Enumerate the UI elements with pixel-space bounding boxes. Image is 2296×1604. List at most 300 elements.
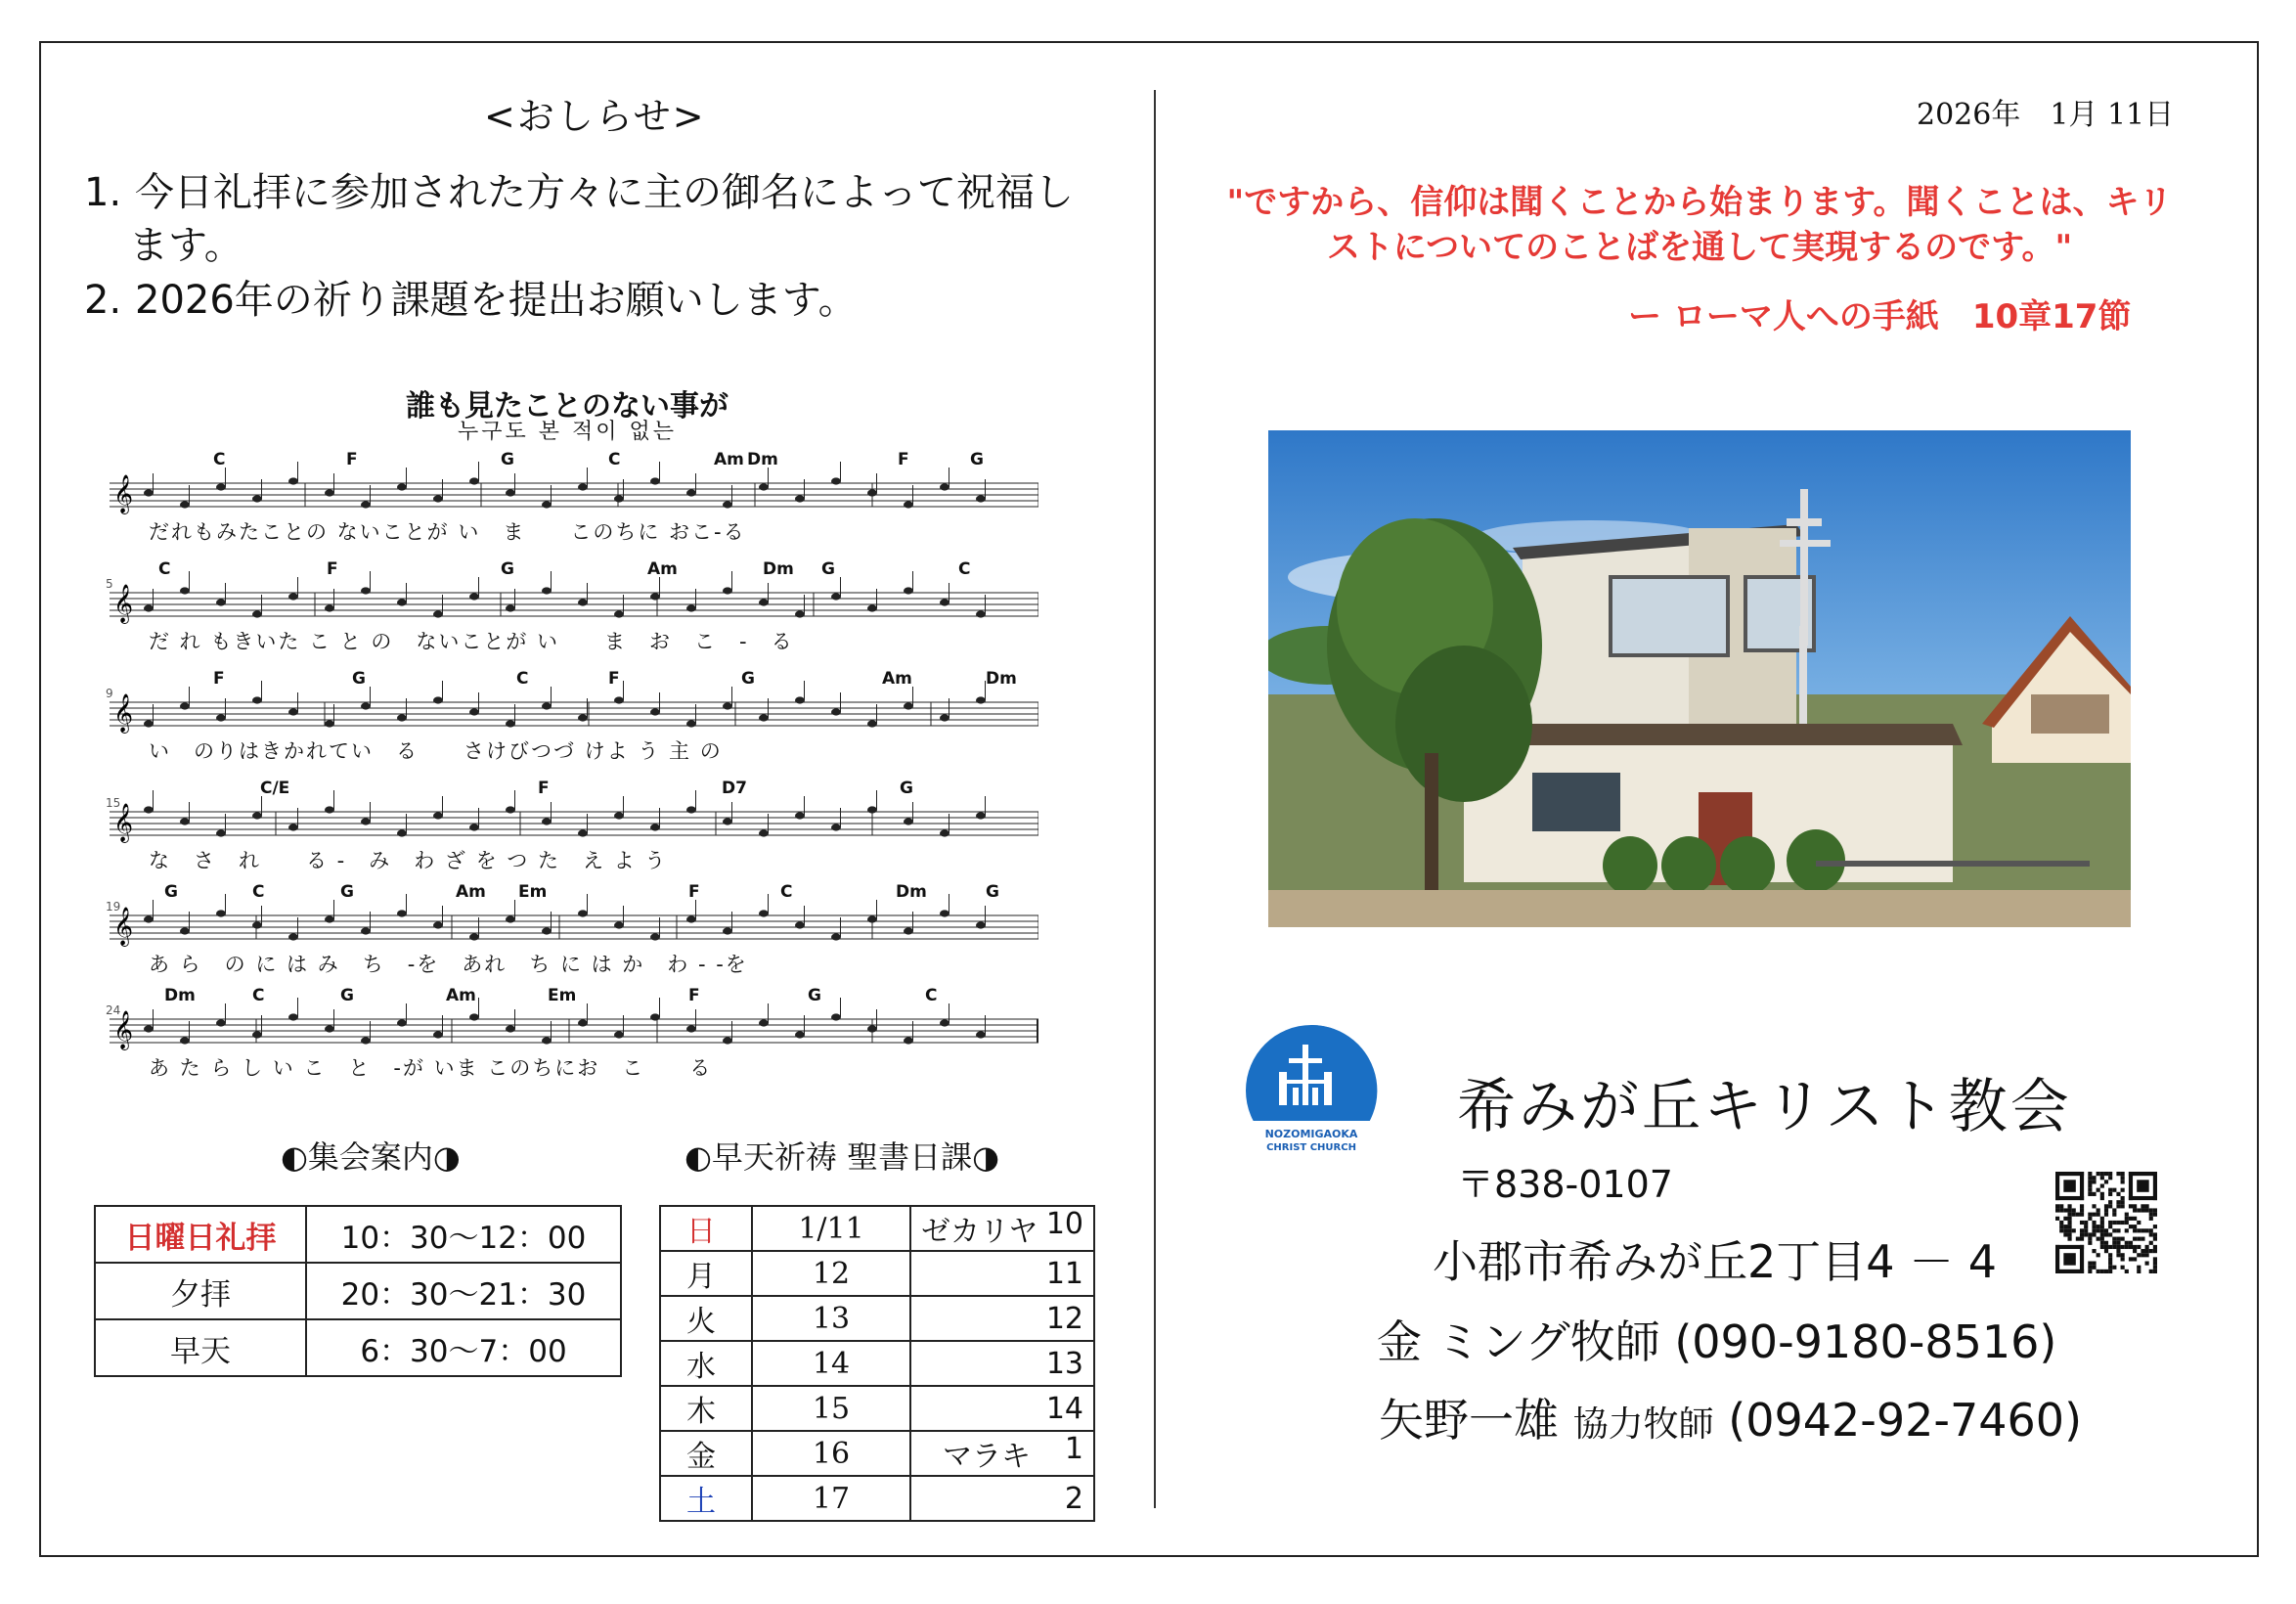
qr-module <box>2104 1180 2108 1183</box>
qr-module <box>2133 1208 2137 1212</box>
chord-symbol: Dm <box>896 882 927 902</box>
qr-module <box>2108 1253 2112 1257</box>
note-head <box>252 921 262 928</box>
reading-book-cell <box>910 1386 1094 1431</box>
qr-module <box>2149 1228 2153 1232</box>
chord-symbol: G <box>821 559 835 579</box>
note-head <box>940 1019 949 1026</box>
note-head <box>940 910 949 916</box>
song-title: 誰も見たことのない事が <box>406 389 729 423</box>
reading-date: 13 <box>752 1296 910 1341</box>
note-head <box>469 824 479 830</box>
note-head <box>723 702 732 709</box>
treble-clef-icon: 𝄞 <box>113 693 134 733</box>
treble-clef-icon: 𝄞 <box>113 1010 134 1049</box>
note-head <box>216 910 226 916</box>
qr-code[interactable] <box>2055 1172 2157 1273</box>
qr-module <box>2092 1232 2096 1236</box>
qr-module <box>2092 1221 2096 1225</box>
qr-module <box>2112 1228 2116 1232</box>
qr-module <box>2149 1232 2153 1236</box>
note-head <box>144 915 154 922</box>
qr-module <box>2112 1208 2116 1212</box>
chord-symbol: G <box>970 450 984 469</box>
note-head <box>288 477 298 484</box>
note-head <box>867 806 877 813</box>
note-head <box>976 610 986 617</box>
note-head <box>578 714 588 721</box>
chord-symbol: Em <box>548 986 577 1005</box>
note-head <box>723 1037 732 1044</box>
qr-module <box>2104 1172 2108 1176</box>
qr-module <box>2153 1225 2157 1228</box>
note-head <box>144 604 154 611</box>
note-head <box>144 1025 154 1032</box>
note-head <box>361 927 371 934</box>
note-head <box>361 587 371 594</box>
verse-line: "ですから、信仰は聞くことから始まります。聞くことは、キリ <box>1226 183 2173 222</box>
pastor-info: 金 ミング牧師 (090-9180-8516) <box>1377 1315 2057 1368</box>
qr-finder <box>2153 1172 2157 1200</box>
note-head <box>614 696 624 703</box>
qr-finder <box>2055 1245 2059 1273</box>
staff-row <box>106 669 1038 796</box>
reading-date: 12 <box>752 1251 910 1296</box>
qr-module <box>2067 1237 2071 1241</box>
qr-module <box>2080 1213 2084 1217</box>
staff-row <box>110 450 1038 577</box>
qr-module <box>2063 1208 2067 1212</box>
note-head <box>795 495 805 502</box>
qr-module <box>2133 1245 2137 1249</box>
note-head <box>216 483 226 490</box>
qr-module <box>2100 1245 2104 1249</box>
qr-module <box>2100 1196 2104 1200</box>
qr-module <box>2153 1249 2157 1253</box>
qr-module <box>2059 1204 2063 1208</box>
note-head <box>325 806 334 813</box>
note-head <box>831 824 841 830</box>
qr-module <box>2097 1172 2100 1176</box>
qr-module <box>2125 1270 2129 1273</box>
qr-module <box>2141 1249 2144 1253</box>
qr-module <box>2055 1208 2059 1212</box>
meeting-label: 日曜日礼拝 <box>95 1206 306 1263</box>
qr-module <box>2133 1237 2137 1241</box>
note-head <box>686 604 696 611</box>
chord-symbol: G <box>501 559 514 579</box>
associate-pastor-title: 協力牧師 <box>1572 1404 1714 1445</box>
note-head <box>433 495 443 502</box>
qr-module <box>2108 1257 2112 1261</box>
reading-chapter: 10 <box>1045 1207 1083 1241</box>
qr-finder <box>2129 1172 2157 1176</box>
qr-module <box>2059 1225 2063 1228</box>
notice-heading: <おしらせ> <box>484 95 706 138</box>
qr-module <box>2080 1204 2084 1208</box>
reading-date: 14 <box>752 1341 910 1386</box>
qr-module <box>2149 1249 2153 1253</box>
reading-chapter: 2 <box>1064 1481 1083 1516</box>
chord-symbol: F <box>538 779 550 798</box>
qr-module <box>2092 1180 2096 1183</box>
note-head <box>180 702 190 709</box>
note-head <box>831 708 841 715</box>
qr-module <box>2116 1249 2120 1253</box>
qr-module <box>2104 1232 2108 1236</box>
note-head <box>506 489 515 496</box>
table-row <box>660 1341 1094 1386</box>
qr-module <box>2092 1266 2096 1270</box>
note-head <box>252 1031 262 1038</box>
song-subtitle: 누구도 본 적이 없는 <box>458 420 677 444</box>
qr-finder <box>2055 1172 2084 1176</box>
qr-module <box>2100 1172 2104 1176</box>
qr-module <box>2116 1241 2120 1245</box>
chord-symbol: F <box>346 450 358 469</box>
reading-book: ゼカリヤ <box>921 1215 1038 1249</box>
note-head <box>542 587 552 594</box>
qr-module <box>2137 1208 2141 1212</box>
note-head <box>144 806 154 813</box>
chord-symbol: G <box>352 669 366 689</box>
chord-symbol: C <box>213 450 226 469</box>
qr-module <box>2116 1237 2120 1241</box>
qr-module <box>2100 1237 2104 1241</box>
qr-module <box>2097 1270 2100 1273</box>
note-head <box>650 477 660 484</box>
note-head <box>542 818 552 824</box>
note-head <box>976 812 986 819</box>
lyric-line: だ れ もきいた こ と の ないことが い ま お こ - る <box>149 630 794 653</box>
chord-symbol: Am <box>882 669 912 689</box>
qr-module <box>2088 1176 2092 1180</box>
qr-module <box>2129 1225 2133 1228</box>
note-head <box>686 806 696 813</box>
note-head <box>940 829 949 836</box>
note-head <box>578 910 588 916</box>
qr-module <box>2153 1262 2157 1266</box>
chord-symbol: Am <box>714 450 744 469</box>
qr-module <box>2088 1232 2092 1236</box>
qr-module <box>2097 1237 2100 1241</box>
qr-module <box>2116 1253 2120 1257</box>
qr-module <box>2121 1172 2125 1176</box>
qr-module <box>2116 1221 2120 1225</box>
qr-module <box>2097 1253 2100 1257</box>
note-head <box>723 818 732 824</box>
note-head <box>904 818 913 824</box>
church-photo <box>1268 430 2131 927</box>
note-head <box>686 1025 696 1032</box>
reading-date: 16 <box>752 1431 910 1476</box>
note-head <box>686 489 696 496</box>
chord-symbol: C <box>252 882 265 902</box>
lyric-line: い のりはきかれてい る さけびつづ けよ う 主 の <box>149 739 723 763</box>
meeting-time: 10：30〜12：00 <box>306 1206 621 1263</box>
note-head <box>469 593 479 600</box>
chord-symbol: Dm <box>164 986 196 1005</box>
note-head <box>578 599 588 605</box>
note-head <box>506 915 515 922</box>
qr-module <box>2149 1208 2153 1212</box>
note-head <box>397 714 407 721</box>
qr-module <box>2080 1208 2084 1212</box>
chord-symbol: Am <box>446 986 476 1005</box>
qr-module <box>2129 1217 2133 1221</box>
notice-num: 2. <box>84 278 122 323</box>
note-head <box>976 696 986 703</box>
qr-module <box>2112 1241 2116 1245</box>
qr-module <box>2133 1249 2137 1253</box>
qr-module <box>2063 1225 2067 1228</box>
note-head <box>216 829 226 836</box>
qr-module <box>2141 1237 2144 1241</box>
table-row <box>660 1386 1094 1431</box>
qr-module <box>2137 1270 2141 1273</box>
lyric-line: あ ら の に は み ち -を あれ ち に は か わ - -を <box>149 953 748 976</box>
qr-module <box>2100 1176 2104 1180</box>
note-head <box>288 708 298 715</box>
chord-symbol: F <box>213 669 225 689</box>
note-head <box>252 696 262 703</box>
note-head <box>614 812 624 819</box>
note-head <box>795 1031 805 1038</box>
qr-code-icon <box>2055 1172 2157 1273</box>
qr-module <box>2108 1232 2112 1236</box>
note-head <box>867 720 877 727</box>
reading-book-cell <box>910 1341 1094 1386</box>
qr-module <box>2080 1221 2084 1225</box>
qr-module <box>2080 1232 2084 1236</box>
reading-book-cell <box>910 1431 1094 1476</box>
reading-book-cell <box>910 1251 1094 1296</box>
note-head <box>759 910 769 916</box>
chord-symbol: Am <box>456 882 486 902</box>
qr-module <box>2121 1237 2125 1241</box>
reading-day: 火 <box>660 1296 752 1341</box>
qr-finder <box>2080 1245 2084 1273</box>
meeting-time: 20：30〜21：30 <box>306 1263 621 1319</box>
qr-module <box>2121 1257 2125 1261</box>
reading-day: 月 <box>660 1251 752 1296</box>
associate-pastor-info <box>1379 1385 2082 1449</box>
qr-module <box>2108 1270 2112 1273</box>
qr-module <box>2137 1253 2141 1257</box>
note-head <box>723 501 732 508</box>
qr-module <box>2112 1237 2116 1241</box>
note-head <box>614 921 624 928</box>
qr-module <box>2125 1228 2129 1232</box>
note-head <box>469 933 479 940</box>
qr-module <box>2129 1204 2133 1208</box>
note-head <box>180 501 190 508</box>
chord-symbol: C <box>516 669 529 689</box>
qr-module <box>2108 1200 2112 1204</box>
qr-module <box>2104 1270 2108 1273</box>
chord-symbol: Dm <box>763 559 794 579</box>
note-head <box>325 720 334 727</box>
qr-module <box>2145 1245 2149 1249</box>
note-head <box>361 1037 371 1044</box>
note-head <box>904 1037 913 1044</box>
note-head <box>723 587 732 594</box>
qr-module <box>2088 1192 2092 1196</box>
qr-module <box>2080 1237 2084 1241</box>
qr-module <box>2108 1245 2112 1249</box>
chord-symbol: G <box>986 882 999 902</box>
table-row <box>660 1296 1094 1341</box>
logo-text: NOZOMIGAOKA <box>1264 1128 1358 1140</box>
reading-chapter: 1 <box>1064 1432 1083 1466</box>
note-head <box>216 599 226 605</box>
reading-chapter: 11 <box>1045 1256 1083 1291</box>
note-head <box>469 477 479 484</box>
qr-module <box>2149 1241 2153 1245</box>
qr-module <box>2121 1253 2125 1257</box>
note-head <box>795 921 805 928</box>
qr-module <box>2145 1262 2149 1266</box>
chord-symbol: C <box>958 559 971 579</box>
note-head <box>288 593 298 600</box>
notice-item-1 <box>84 166 1121 272</box>
reading-day: 土 <box>660 1476 752 1521</box>
qr-module <box>2112 1266 2116 1270</box>
qr-module <box>2137 1221 2141 1225</box>
qr-module <box>2063 1228 2067 1232</box>
chord-symbol: C <box>925 986 938 1005</box>
note-head <box>904 587 913 594</box>
bulletin-date: 2026年 1月 11日 <box>1917 98 2175 132</box>
note-head <box>578 829 588 836</box>
qr-finder <box>2055 1245 2084 1249</box>
note-head <box>433 696 443 703</box>
note-head <box>180 1037 190 1044</box>
note-head <box>976 1031 986 1038</box>
reading-date: 1/11 <box>752 1206 910 1251</box>
qr-module <box>2108 1188 2112 1192</box>
note-head <box>180 818 190 824</box>
qr-module <box>2088 1241 2092 1245</box>
note-head <box>325 915 334 922</box>
qr-module <box>2100 1221 2104 1225</box>
note-head <box>397 599 407 605</box>
qr-module <box>2137 1266 2141 1270</box>
qr-module <box>2112 1188 2116 1192</box>
qr-module <box>2153 1237 2157 1241</box>
qr-module <box>2145 1208 2149 1212</box>
measure-number: 24 <box>106 1003 121 1017</box>
chord-symbol: G <box>501 450 514 469</box>
note-head <box>180 587 190 594</box>
associate-pastor-phone: (0942-92-7460) <box>1728 1394 2083 1447</box>
qr-module <box>2153 1270 2157 1273</box>
qr-module <box>2145 1249 2149 1253</box>
chord-symbol: G <box>164 882 178 902</box>
qr-module <box>2104 1241 2108 1245</box>
notice-text: 今日礼拝に参加された方々に主の御名によって祝福し <box>135 170 1074 215</box>
note-head <box>831 1013 841 1020</box>
note-head <box>795 696 805 703</box>
note-head <box>759 714 769 721</box>
qr-module <box>2100 1183 2104 1187</box>
qr-module <box>2097 1225 2100 1228</box>
chord-symbol: G <box>340 882 354 902</box>
reading-book-cell <box>910 1206 1094 1251</box>
qr-module <box>2097 1228 2100 1232</box>
qr-module <box>2072 1213 2076 1217</box>
postal-code: 〒838-0107 <box>1457 1163 1673 1206</box>
note-head <box>252 610 262 617</box>
qr-module <box>2133 1217 2137 1221</box>
qr-module <box>2137 1228 2141 1232</box>
note-head <box>795 812 805 819</box>
qr-module <box>2088 1213 2092 1217</box>
note-head <box>506 720 515 727</box>
note-head <box>397 910 407 916</box>
note-head <box>252 812 262 819</box>
note-head <box>686 915 696 922</box>
reading-chapter: 14 <box>1045 1391 1083 1426</box>
measure-number: 15 <box>106 796 121 810</box>
qr-module <box>2067 1228 2071 1232</box>
meeting-title: ◐集会案内◑ <box>281 1138 461 1176</box>
note-head <box>831 477 841 484</box>
note-head <box>795 610 805 617</box>
qr-module <box>2133 1228 2137 1232</box>
qr-module <box>2125 1221 2129 1225</box>
qr-module <box>2141 1204 2144 1208</box>
qr-module <box>2092 1213 2096 1217</box>
qr-module <box>2100 1192 2104 1196</box>
note-head <box>506 604 515 611</box>
notice-text: 2026年の祈り課題を提出お願いします。 <box>135 278 858 323</box>
qr-module <box>2104 1228 2108 1232</box>
note-head <box>759 483 769 490</box>
qr-module <box>2067 1225 2071 1228</box>
qr-module <box>2116 1245 2120 1249</box>
qr-module <box>2121 1196 2125 1200</box>
chord-symbol: F <box>688 986 700 1005</box>
qr-module <box>2092 1192 2096 1196</box>
note-head <box>288 933 298 940</box>
table-row <box>95 1319 621 1376</box>
qr-module <box>2116 1204 2120 1208</box>
note-head <box>650 933 660 940</box>
reading-book: マラキ <box>943 1440 1031 1474</box>
note-head <box>433 812 443 819</box>
qr-module <box>2153 1245 2157 1249</box>
reading-book-cell <box>910 1296 1094 1341</box>
chord-symbol: F <box>898 450 909 469</box>
qr-module <box>2112 1221 2116 1225</box>
meeting-time: 6：30〜7：00 <box>306 1319 621 1376</box>
qr-module <box>2121 1176 2125 1180</box>
qr-module <box>2092 1262 2096 1266</box>
note-head <box>216 714 226 721</box>
reading-day: 水 <box>660 1341 752 1386</box>
qr-finder <box>2055 1172 2059 1200</box>
qr-module <box>2067 1221 2071 1225</box>
note-head <box>650 708 660 715</box>
qr-finder <box>2063 1180 2075 1191</box>
qr-module <box>2067 1232 2071 1236</box>
qr-module <box>2097 1213 2100 1217</box>
qr-module <box>2104 1213 2108 1217</box>
reading-day: 金 <box>660 1431 752 1476</box>
note-head <box>433 1031 443 1038</box>
qr-module <box>2108 1225 2112 1228</box>
